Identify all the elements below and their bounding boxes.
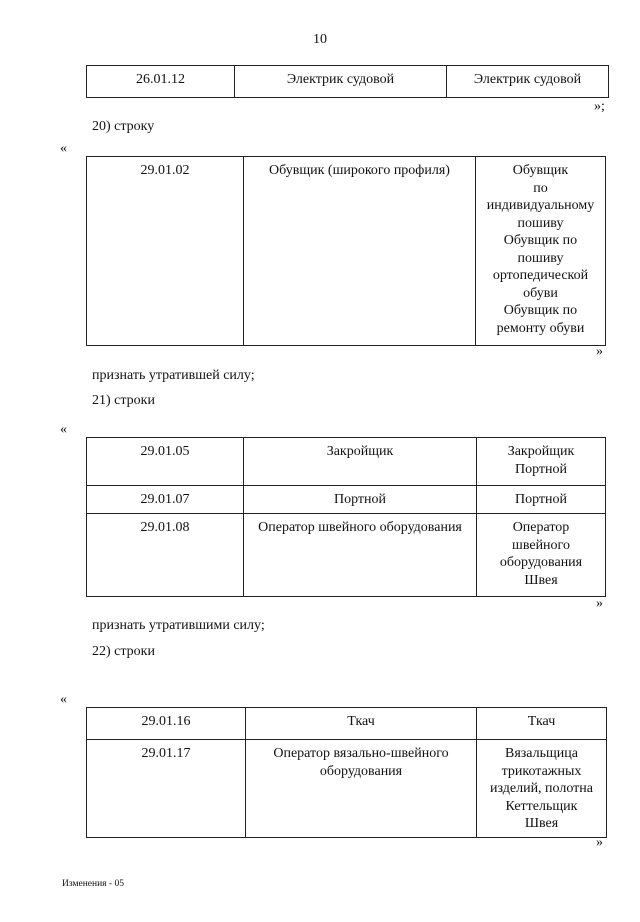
code-cell: 29.01.08: [87, 514, 244, 597]
profession-cell: Электрик судовой: [447, 66, 609, 98]
profession-line: Портной: [514, 461, 568, 477]
code-cell: 29.01.02: [87, 157, 244, 346]
closing-quote: »;: [594, 99, 605, 114]
item-20-text: 20) строку: [92, 119, 155, 134]
profession-line: Обувщик по: [503, 233, 578, 248]
profession-line: по: [533, 180, 548, 196]
profession-cell: [477, 514, 606, 597]
closing-quote: »: [596, 596, 603, 611]
code-cell: 29.01.05: [87, 438, 244, 486]
profession-line: Швея: [524, 572, 558, 588]
invalid-text: признать утратившей силу;: [92, 368, 255, 383]
name-cell: Электрик судовой: [235, 66, 447, 98]
profession-line: ремонту обуви: [496, 320, 585, 336]
opening-quote: «: [60, 692, 67, 707]
table-top: [86, 65, 609, 98]
table-row: [87, 66, 609, 98]
profession-line: Вязальщица: [505, 746, 578, 761]
profession-line: Закройщик: [507, 444, 575, 459]
name-cell: Портной: [244, 486, 477, 514]
table-22: [86, 707, 607, 838]
closing-quote: »: [596, 344, 603, 359]
profession-line: швейного: [512, 537, 570, 553]
profession-cell: Ткач: [477, 708, 607, 740]
profession-line: изделий, полотна: [489, 781, 593, 796]
table-row: [87, 740, 607, 838]
name-cell: Закройщик: [244, 438, 477, 486]
profession-line: Оператор: [512, 520, 570, 535]
profession-line: Швея: [524, 816, 559, 831]
table-row: [87, 157, 606, 346]
code-cell: 29.01.16: [87, 708, 246, 740]
table-row: [87, 486, 606, 514]
opening-quote: «: [60, 422, 67, 437]
profession-line: Обувщик по: [503, 303, 578, 318]
opening-quote: «: [60, 141, 67, 156]
profession-cell: [477, 438, 606, 486]
item-21-text: 21) строки: [92, 393, 155, 408]
table-21: [86, 437, 606, 597]
footer-note: Изменения - 05: [62, 879, 124, 889]
profession-line: Кеттельщик: [505, 798, 578, 814]
name-cell: Оператор вязально-швейного оборудования: [246, 740, 477, 838]
table-20: [86, 156, 606, 346]
profession-line: пошиву: [517, 250, 564, 266]
code-cell: 26.01.12: [87, 66, 235, 98]
profession-cell: [477, 740, 607, 838]
closing-quote: »: [596, 835, 603, 850]
table-row: [87, 514, 606, 597]
profession-cell: Портной: [477, 486, 606, 514]
table-row: [87, 708, 607, 740]
profession-line: Обувщик: [512, 163, 569, 178]
profession-line: индивидуальному: [486, 198, 595, 213]
code-cell: 29.01.17: [87, 740, 246, 838]
profession-line: оборудования: [499, 555, 583, 570]
name-cell: Ткач: [246, 708, 477, 740]
profession-line: пошиву: [517, 215, 564, 231]
name-cell: Оператор швейного оборудования: [244, 514, 477, 597]
profession-line: обуви: [523, 285, 558, 301]
invalid-text: признать утратившими силу;: [92, 618, 265, 633]
page-number: 10: [313, 32, 327, 47]
name-cell: Обувщик (широкого профиля): [244, 157, 476, 346]
profession-line: трикотажных: [501, 763, 582, 779]
profession-line: ортопедической: [492, 268, 589, 283]
table-row: [87, 438, 606, 486]
code-cell: 29.01.07: [87, 486, 244, 514]
item-22-text: 22) строки: [92, 644, 155, 659]
profession-cell: [476, 157, 606, 346]
